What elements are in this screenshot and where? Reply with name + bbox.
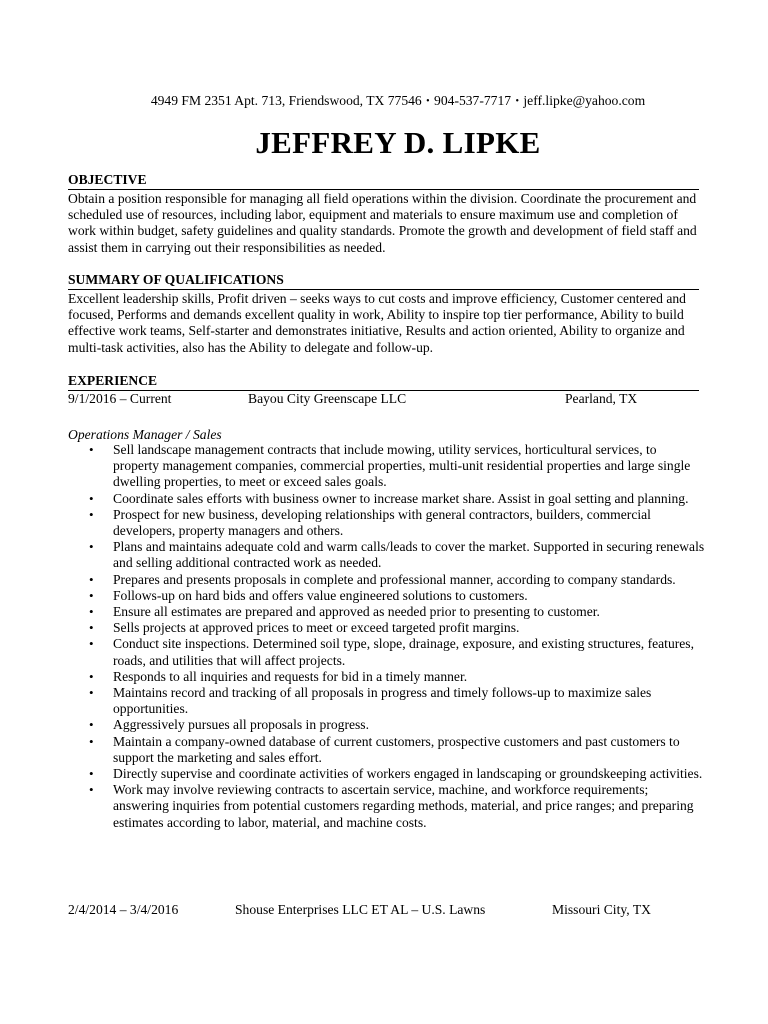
objective-heading: OBJECTIVE (68, 172, 699, 190)
job-title: Operations Manager / Sales (68, 427, 222, 442)
address-text: 4949 FM 2351 Apt. 713, Friendswood, TX 77546 (150, 93, 422, 108)
applicant-name: JEFFREY D. LIPKE (255, 125, 541, 160)
list-item: • Coordinate sales efforts with business owner to increase market share. Assist in goal setting and planning. (113, 491, 705, 507)
job-header-row (68, 901, 699, 918)
job-location: Missouri City, TX (552, 902, 651, 917)
list-item: • Prospect for new business, developing relationships with general contractors, builders, commercial developers, property managers and others. (113, 507, 705, 539)
job-company: Shouse Enterprises LLC ET AL – U.S. Lawns (235, 902, 486, 917)
separator-bullet: • (426, 96, 430, 107)
job-header-row (68, 390, 699, 407)
list-item: • Sell landscape management contracts that include mowing, utility services, horticultural services, to property management companies, commercial properties, multi-unit residential properties and large single dwelling properties, to meet or exceed sales goals. (113, 442, 705, 491)
separator-bullet: • (515, 96, 519, 107)
list-item: • Maintain a company-owned database of current customers, prospective customers and past customers to support the marketing and sales effort. (113, 734, 705, 766)
list-item: • Maintains record and tracking of all proposals in progress and timely follows-up to maximize sales opportunities. (113, 685, 705, 717)
list-item: • Aggressively pursues all proposals in progress. (113, 717, 705, 733)
objective-text: Obtain a position responsible for managing all field operations within the division. Coordinate the procurement and scheduled use of resources, including labor, equipment and materials to ensure maximum use and completion of work within budget, safety guidelines and quality standards. Promote the growth and development of field staff and assist them in carrying out their responsibilities as needed. (68, 191, 697, 255)
experience-heading: EXPERIENCE (68, 373, 699, 391)
job-dates: 9/1/2016 – Current (68, 391, 172, 406)
contact-line (0, 92, 768, 110)
list-item: • Responds to all inquiries and requests for bid in a timely manner. (113, 669, 705, 685)
list-item: • Work may involve reviewing contracts to ascertain service, machine, and workforce requirements; answering inquiries from potential customers regarding methods, material, and price ranges; and preparing estimates according to labor, material, and machine costs. (113, 782, 705, 831)
duties-list (113, 442, 705, 831)
qualifications-text: Excellent leadership skills, Profit driven – seeks ways to cut costs and improve efficiency, Customer centered and focused, Performs and demands excellent quality in work, Ability to inspire top tier performance, Ability to build effective work teams, Self-starter and demonstrates initiative, Results and action oriented, Ability to organize and multi-task activities, also has the Ability to delegate and follow-up. (68, 291, 686, 355)
list-item: • Conduct site inspections. Determined soil type, slope, drainage, exposure, and existing structures, features, roads, and utilities that will affect projects. (113, 636, 705, 668)
list-item: • Directly supervise and coordinate activities of workers engaged in landscaping or groundskeeping activities. (113, 766, 705, 782)
list-item: • Sells projects at approved prices to meet or exceed targeted profit margins. (113, 620, 705, 636)
qualifications-heading: SUMMARY OF QUALIFICATIONS (68, 272, 699, 290)
job-company: Bayou City Greenscape LLC (248, 391, 407, 406)
list-item: • Plans and maintains adequate cold and warm calls/leads to cover the market. Supported in securing renewals and selling additional contracted work as needed. (113, 539, 705, 571)
job-dates: 2/4/2014 – 3/4/2016 (68, 902, 179, 917)
list-item: • Ensure all estimates are prepared and approved as needed prior to presenting to customer. (113, 604, 705, 620)
list-item: • Follows-up on hard bids and offers value engineered solutions to customers. (113, 588, 705, 604)
email-text: jeff.lipke@yahoo.com (523, 93, 646, 108)
list-item: • Prepares and presents proposals in complete and professional manner, according to company standards. (113, 572, 705, 588)
phone-text: 904-537-7717 (434, 93, 512, 108)
job-location: Pearland, TX (565, 391, 638, 406)
